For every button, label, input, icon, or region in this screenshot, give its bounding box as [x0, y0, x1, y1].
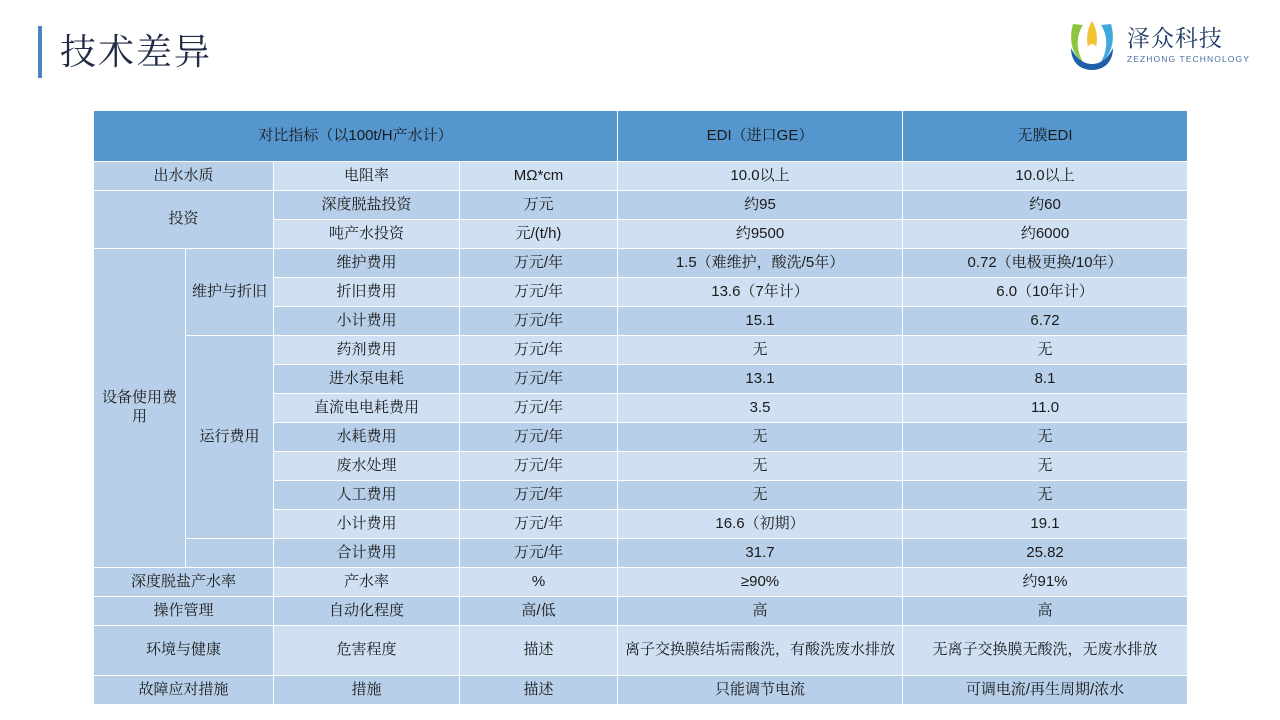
header-edi: EDI（进口GE）: [618, 111, 903, 162]
row-unit: 万元/年: [460, 307, 618, 336]
row-unit: 万元/年: [460, 452, 618, 481]
row-item: 维护费用: [274, 249, 460, 278]
title-accent-bar: [38, 26, 42, 78]
row-unit: 万元/年: [460, 336, 618, 365]
row-unit: 万元/年: [460, 481, 618, 510]
header-membraneless: 无膜EDI: [903, 111, 1188, 162]
row-mless-value: 约60: [903, 191, 1188, 220]
row-edi-value: 15.1: [618, 307, 903, 336]
group-label: 操作管理: [94, 597, 274, 626]
row-item: 水耗费用: [274, 423, 460, 452]
row-edi-value: 13.6（7年计）: [618, 278, 903, 307]
row-item: 小计费用: [274, 510, 460, 539]
row-unit: MΩ*cm: [460, 162, 618, 191]
table-row: [94, 676, 1188, 705]
row-item: 人工费用: [274, 481, 460, 510]
row-mless-value: 无: [903, 452, 1188, 481]
table-row: [94, 162, 1188, 191]
row-item: 药剂费用: [274, 336, 460, 365]
row-mless-value: 约91%: [903, 568, 1188, 597]
row-unit: 万元/年: [460, 510, 618, 539]
row-unit: 万元/年: [460, 249, 618, 278]
title-text: 技术差异: [60, 31, 213, 72]
logo: [1065, 18, 1250, 72]
subgroup-label: 维护与折旧: [186, 249, 274, 336]
row-edi-value: 约95: [618, 191, 903, 220]
logo-name-en: ZEZHONG TECHNOLOGY: [1126, 53, 1250, 64]
group-label: 环境与健康: [94, 626, 274, 676]
row-unit: 高/低: [460, 597, 618, 626]
table-row: [94, 597, 1188, 626]
row-edi-value: 3.5: [618, 394, 903, 423]
row-unit: 描述: [460, 626, 618, 676]
row-unit: %: [460, 568, 618, 597]
row-item: 危害程度: [274, 626, 460, 676]
row-unit: 万元/年: [460, 423, 618, 452]
row-edi-value: 约9500: [618, 220, 903, 249]
row-edi-value: 无: [618, 452, 903, 481]
row-mless-value: 0.72（电极更换/10年）: [903, 249, 1188, 278]
table-row: [94, 626, 1188, 676]
group-label: 投资: [94, 191, 274, 249]
row-edi-value: 无: [618, 481, 903, 510]
row-item: 吨产水投资: [274, 220, 460, 249]
subgroup-label: 运行费用: [186, 336, 274, 539]
page-title: [38, 24, 212, 80]
group-label: 故障应对措施: [94, 676, 274, 705]
table-row: [94, 568, 1188, 597]
row-mless-value: 高: [903, 597, 1188, 626]
row-item: 自动化程度: [274, 597, 460, 626]
table-header-row: [94, 111, 1188, 162]
comparison-table: [93, 110, 1187, 705]
group-label: 设备使用费用: [94, 249, 186, 568]
row-item: 折旧费用: [274, 278, 460, 307]
row-item: 进水泵电耗: [274, 365, 460, 394]
row-edi-value: 10.0以上: [618, 162, 903, 191]
row-item: 深度脱盐投资: [274, 191, 460, 220]
subgroup-label: [186, 539, 274, 568]
row-unit: 万元/年: [460, 278, 618, 307]
row-edi-value: 无: [618, 336, 903, 365]
table-row: [94, 249, 1188, 278]
logo-name-cn: 泽众科技: [1126, 25, 1223, 52]
row-item: 产水率: [274, 568, 460, 597]
row-unit: 万元/年: [460, 394, 618, 423]
row-item: 小计费用: [274, 307, 460, 336]
row-mless-value: 无: [903, 481, 1188, 510]
row-unit: 万元: [460, 191, 618, 220]
logo-mark-icon: [1065, 18, 1119, 72]
row-mless-value: 25.82: [903, 539, 1188, 568]
row-unit: 万元/年: [460, 365, 618, 394]
row-mless-value: 无离子交换膜无酸洗，无废水排放: [903, 626, 1188, 676]
row-mless-value: 6.0（10年计）: [903, 278, 1188, 307]
row-edi-value: 离子交换膜结垢需酸洗，有酸洗废水排放: [618, 626, 903, 676]
row-item: 废水处理: [274, 452, 460, 481]
row-item: 直流电电耗费用: [274, 394, 460, 423]
row-item: 措施: [274, 676, 460, 705]
logo-text: [1127, 26, 1250, 63]
row-mless-value: 约6000: [903, 220, 1188, 249]
row-mless-value: 11.0: [903, 394, 1188, 423]
row-edi-value: 高: [618, 597, 903, 626]
row-mless-value: 19.1: [903, 510, 1188, 539]
table-row: [94, 336, 1188, 365]
row-unit: 描述: [460, 676, 618, 705]
group-label: 深度脱盐产水率: [94, 568, 274, 597]
row-mless-value: 6.72: [903, 307, 1188, 336]
group-label: 出水水质: [94, 162, 274, 191]
row-edi-value: 无: [618, 423, 903, 452]
row-mless-value: 8.1: [903, 365, 1188, 394]
table-row: [94, 539, 1188, 568]
row-edi-value: 31.7: [618, 539, 903, 568]
row-edi-value: 只能调节电流: [618, 676, 903, 705]
table-row: [94, 191, 1188, 220]
row-mless-value: 10.0以上: [903, 162, 1188, 191]
row-mless-value: 无: [903, 336, 1188, 365]
row-edi-value: 16.6（初期）: [618, 510, 903, 539]
row-mless-value: 可调电流/再生周期/浓水: [903, 676, 1188, 705]
row-unit: 万元/年: [460, 539, 618, 568]
row-edi-value: ≥90%: [618, 568, 903, 597]
row-edi-value: 13.1: [618, 365, 903, 394]
row-edi-value: 1.5（难维护，酸洗/5年）: [618, 249, 903, 278]
row-mless-value: 无: [903, 423, 1188, 452]
header-metrics: 对比指标（以100t/H产水计）: [94, 111, 618, 162]
row-item: 合计费用: [274, 539, 460, 568]
row-unit: 元/(t/h): [460, 220, 618, 249]
row-item: 电阻率: [274, 162, 460, 191]
